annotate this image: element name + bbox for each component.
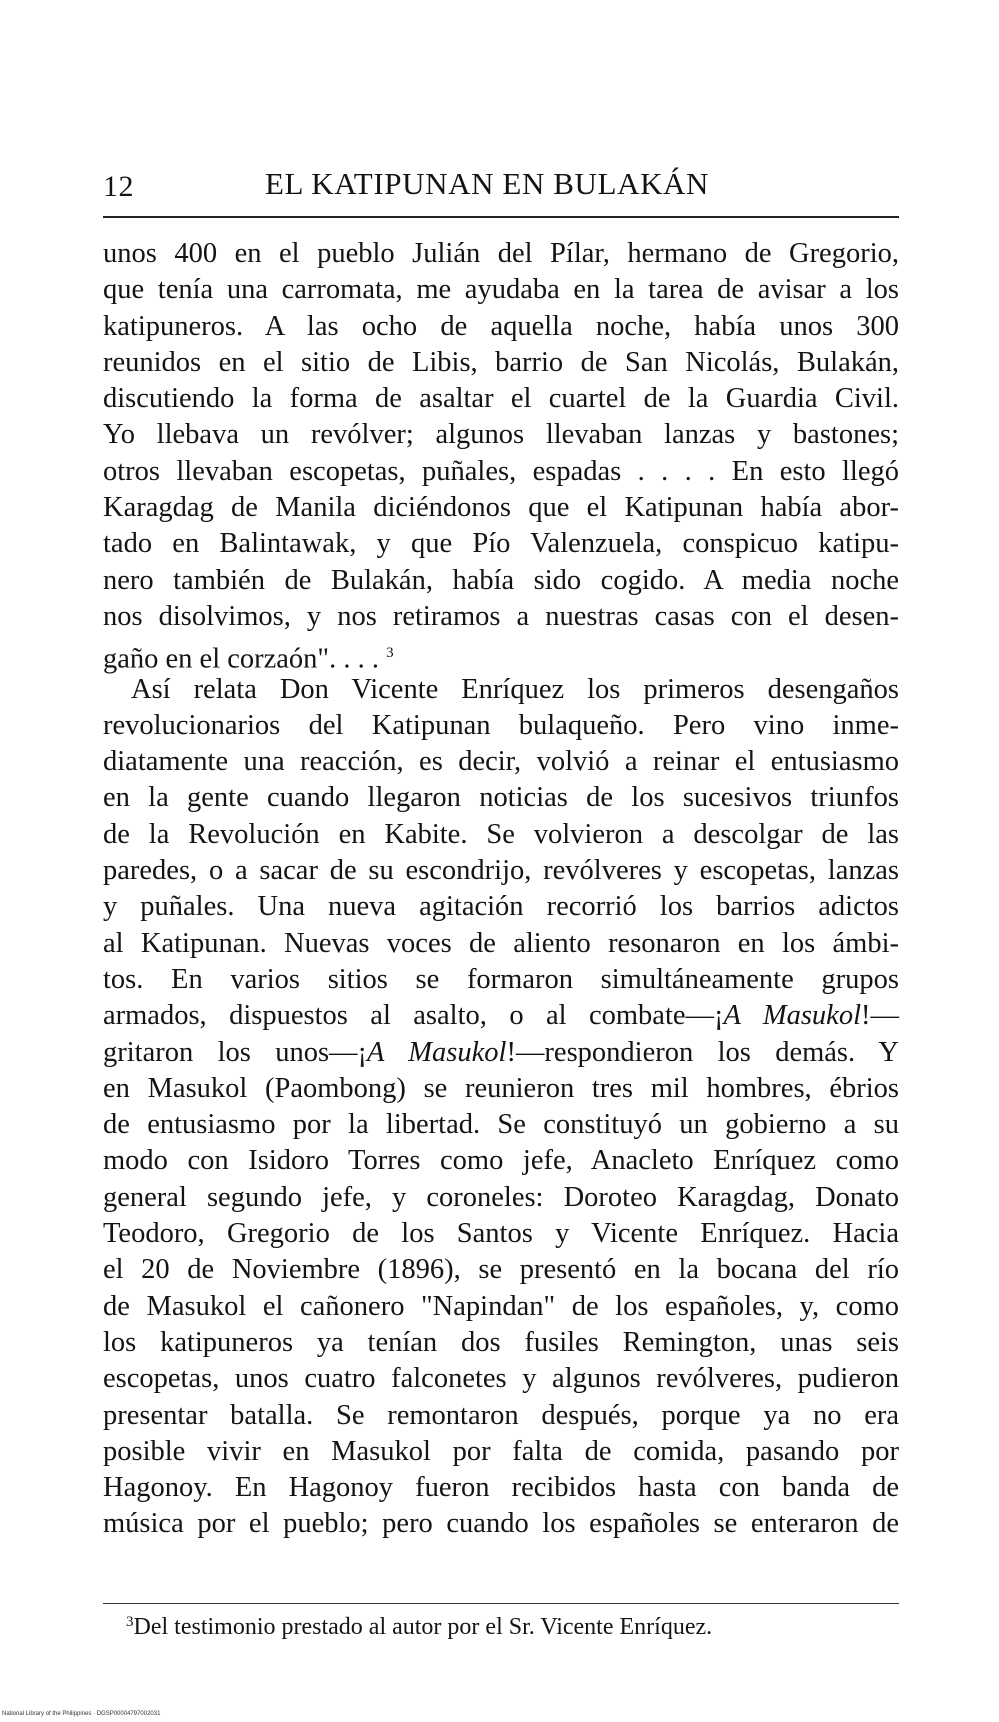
text-line: discutiendo la forma de asaltar el cuartel de la Guardia Civil. (103, 383, 899, 415)
text-fragment: !—respondieron los demás. Y (506, 1036, 900, 1068)
body-text (103, 236, 899, 1543)
text-line: katipuneros. A las ocho de aquella noche, había unos 300 (103, 310, 899, 342)
text-fragment: armados, dispuestos al asalto, o al combate—¡ (103, 1000, 724, 1032)
text-line: Karagdag de Manila diciéndonos que el Katipunan había abor- (103, 492, 899, 524)
text-line: música por el pueblo; pero cuando los españoles se enteraron de (103, 1508, 899, 1540)
footnote-marker: 3 (126, 1614, 134, 1630)
text-line: otros llevaban escopetas, puñales, espadas . . . . En esto llegó (103, 455, 899, 487)
text-line: Así relata Don Vicente Enríquez los primeros desengaños (131, 673, 899, 705)
header-rule (103, 216, 899, 218)
text-line: de la Revolución en Kabite. Se volvieron a descolgar de las (103, 818, 899, 850)
text-line: de entusiasmo por la libertad. Se constituyó un gobierno a su (103, 1109, 899, 1141)
text-line: reunidos en el sitio de Libis, barrio de San Nicolás, Bulakán, (103, 346, 899, 378)
text-line: y puñales. Una nueva agitación recorrió los barrios adictos (103, 891, 899, 923)
text-line: nos disolvimos, y nos retiramos a nuestras casas con el desen- (103, 600, 899, 632)
text-line: modo con Isidoro Torres como jefe, Anacleto Enríquez como (103, 1145, 899, 1177)
text-line: Yo llebava un revólver; algunos llevaban lanzas y bastones; (103, 419, 899, 451)
running-head: EL KATIPUNAN EN BULAKÁN (265, 166, 710, 201)
text-line: escopetas, unos cuatro falconetes y algunos revólveres, pudieron (103, 1363, 899, 1395)
text-line: nero también de Bulakán, había sido cogido. A media noche (103, 564, 899, 596)
paragraph-2 (103, 672, 899, 1543)
text-line: el 20 de Noviembre (1896), se presentó en la bocana del río (103, 1254, 899, 1286)
text-line: general segundo jefe, y coroneles: Doroteo Karagdag, Donato (103, 1181, 899, 1213)
text-line: tos. En varios sitios se formaron simultáneamente grupos (103, 963, 899, 995)
text-line: tado en Balintawak, y que Pío Valenzuela, conspicuo katipu- (103, 528, 899, 560)
paragraph-1 (103, 236, 899, 675)
text-line (103, 998, 899, 1034)
italic-text: A Masukol (367, 1036, 507, 1068)
text-line: paredes, o a sacar de su escondrijo, revólveres y escopetas, lanzas (103, 855, 899, 887)
footnote (126, 1614, 899, 1641)
text-line: al Katipunan. Nuevas voces de aliento resonaron en los ámbi- (103, 927, 899, 959)
text-line: de Masukol el cañonero "Napindan" de los españoles, y, como (103, 1290, 899, 1322)
text-line: en Masukol (Paombong) se reunieron tres mil hombres, ébrios (103, 1072, 899, 1104)
text-fragment: !— (861, 1000, 900, 1032)
text-fragment: gritaron los unos—¡ (103, 1036, 368, 1068)
text-line (103, 635, 899, 675)
text-line: en la gente cuando llegaron noticias de los sucesivos triunfos (103, 782, 899, 814)
text-line: que tenía una carromata, me ayudaba en la tarea de avisar a los (103, 274, 899, 306)
text-line: Teodoro, Gregorio de los Santos y Vicente Enríquez. Hacia (103, 1218, 899, 1250)
text-line: diatamente una reacción, es decir, volvió a reinar el entusiasmo (103, 746, 899, 778)
text-line: posible vivir en Masukol por falta de comida, pasando por (103, 1435, 899, 1467)
text-fragment: gaño en el corzaón". . . . (103, 643, 387, 675)
text-line: unos 400 en el pueblo Julián del Pílar, hermano de Gregorio, (103, 238, 899, 269)
footnote-text: Del testimonio prestado al autor por el Sr. Vicente Enríquez. (133, 1614, 713, 1640)
footnote-reference: 3 (386, 645, 394, 662)
text-line: Hagonoy. En Hagonoy fueron recibidos hasta con banda de (103, 1472, 899, 1504)
text-line: revolucionarios del Katipunan bulaqueño. Pero vino inme- (103, 709, 899, 741)
page-number: 12 (103, 170, 134, 203)
library-imprint: National Library of the Philippines · DGSP00004797002031 (2, 1711, 161, 1717)
italic-text: A Masukol (723, 1000, 862, 1032)
text-line (103, 1035, 899, 1071)
text-line: presentar batalla. Se remontaron después, porque ya no era (103, 1399, 899, 1431)
text-line: los katipuneros ya tenían dos fusiles Remington, unas seis (103, 1326, 899, 1358)
footnote-rule (103, 1603, 899, 1604)
